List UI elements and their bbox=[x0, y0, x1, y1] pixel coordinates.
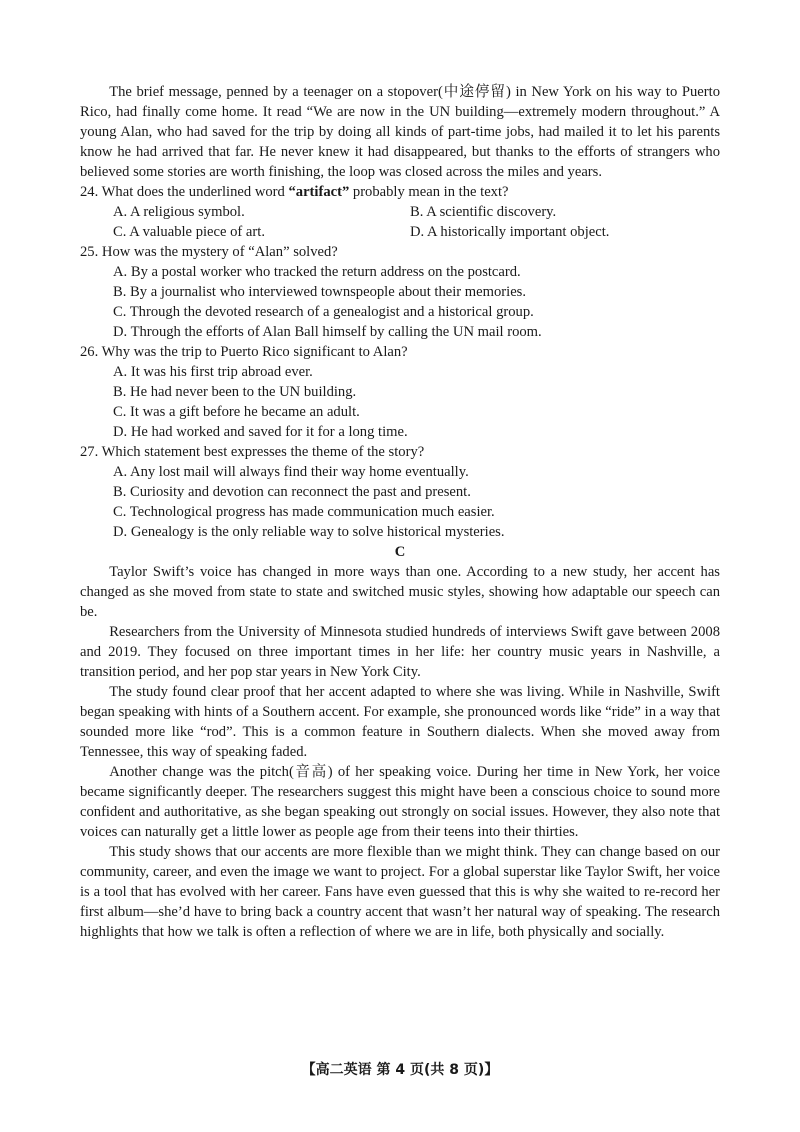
passage-paragraph: Another change was the pitch(音高) of her speaking voice. During her time in New York, her voice became significantly deeper. The researchers suggest this might have been a conscious choice to sound more confident and authoritative, as she began speaking out strongly on social issues. However, they also note that voices can naturally get a little lower as people age from their teens into their thirties. bbox=[80, 764, 720, 840]
question-24 bbox=[80, 182, 720, 242]
passage-paragraph: The study found clear proof that her accent adapted to where she was living. While in Nashville, Swift began speaking with hints of a Southern accent. For example, she pronounced words like “ride” in a way that sounded more like “rod”. This is a common feature in Southern dialects. When she moved away from Tennessee, this way of speaking faded. bbox=[80, 684, 720, 760]
question-25 bbox=[80, 242, 720, 342]
option-b[interactable]: B. By a journalist who interviewed townspeople about their memories. bbox=[113, 284, 527, 300]
question-stem-text: Which statement best expresses the theme of the story? bbox=[101, 444, 425, 460]
question-stem bbox=[80, 242, 720, 262]
passage-paragraph: This study shows that our accents are more flexible than we might think. They can change based on our community, career, and even the image we want to project. For a global superstar like Taylor Swift, her voice is a tool that has evolved with her career. Fans have even guessed that this is why she waited to re-record her first album—she’d have to bring back a country accent that wasn’t her natural way of speaking. The research highlights that how we talk is often a reflection of where we are in life, both physically and socially. bbox=[80, 844, 720, 940]
answer-options bbox=[80, 202, 720, 242]
passage-b-closing-paragraph: The brief message, penned by a teenager on a stopover(中途停留) in New York on his way to Puerto Rico, had finally come home. It read “We are now in the UN building—extremely modern throughout.” A young Alan, who had saved for the trip by doing all kinds of part-time jobs, had mailed it to let his parents know he had arrived that far. He never knew it had disappeared, but thanks to the efforts of strangers who believed some stories are worth finishing, the loop was closed across the miles and years. bbox=[80, 84, 720, 180]
answer-options bbox=[80, 362, 720, 442]
question-number: 24. bbox=[80, 184, 99, 200]
option-c[interactable]: C. Through the devoted research of a genealogist and a historical group. bbox=[113, 304, 534, 320]
page-footer: 【高二英语 第 4 页(共 8 页)】 bbox=[301, 1062, 499, 1078]
question-stem-text: Why was the trip to Puerto Rico significant to Alan? bbox=[101, 344, 408, 360]
option-d[interactable]: D. A historically important object. bbox=[410, 224, 610, 240]
option-a[interactable]: A. It was his first trip abroad ever. bbox=[113, 364, 313, 380]
exam-page-content bbox=[80, 82, 720, 942]
option-d[interactable]: D. Genealogy is the only reliable way to solve historical mysteries. bbox=[113, 524, 505, 540]
option-c[interactable]: C. A valuable piece of art. bbox=[113, 224, 265, 240]
question-number: 26. bbox=[80, 344, 99, 360]
option-b[interactable]: B. He had never been to the UN building. bbox=[113, 384, 357, 400]
option-b[interactable]: B. A scientific discovery. bbox=[410, 204, 557, 220]
answer-options bbox=[80, 262, 720, 342]
question-stem-text-end: probably mean in the text? bbox=[349, 184, 509, 200]
passage-paragraph: Researchers from the University of Minnesota studied hundreds of interviews Swift gave between 2008 and 2019. They focused on three important times in her life: her country music years in Nashville, a transition period, and her pop star years in New York City. bbox=[80, 624, 720, 680]
option-a[interactable]: A. A religious symbol. bbox=[113, 204, 245, 220]
option-d[interactable]: D. He had worked and saved for it for a long time. bbox=[113, 424, 408, 440]
question-26 bbox=[80, 342, 720, 442]
passage-c bbox=[80, 562, 720, 942]
question-stem-text: How was the mystery of “Alan” solved? bbox=[101, 244, 338, 260]
option-b[interactable]: B. Curiosity and devotion can reconnect the past and present. bbox=[113, 484, 471, 500]
question-stem-text: What does the underlined word bbox=[101, 184, 289, 200]
question-stem bbox=[80, 442, 720, 462]
answer-options bbox=[80, 462, 720, 542]
option-a[interactable]: A. By a postal worker who tracked the return address on the postcard. bbox=[113, 264, 521, 280]
option-c[interactable]: C. Technological progress has made communication much easier. bbox=[113, 504, 495, 520]
question-stem bbox=[80, 342, 720, 362]
question-number: 27. bbox=[80, 444, 99, 460]
question-stem bbox=[80, 182, 720, 202]
option-d[interactable]: D. Through the efforts of Alan Ball himself by calling the UN mail room. bbox=[113, 324, 542, 340]
underlined-keyword: “artifact” bbox=[288, 184, 350, 200]
option-c[interactable]: C. It was a gift before he became an adult. bbox=[113, 404, 360, 420]
question-number: 25. bbox=[80, 244, 99, 260]
passage-paragraph: Taylor Swift’s voice has changed in more ways than one. According to a new study, her accent has changed as she moved from state to state and switched music styles, showing how adaptable our speech can be. bbox=[80, 564, 720, 620]
section-label-c: C bbox=[394, 544, 406, 560]
question-27 bbox=[80, 442, 720, 542]
option-a[interactable]: A. Any lost mail will always find their way home eventually. bbox=[113, 464, 469, 480]
